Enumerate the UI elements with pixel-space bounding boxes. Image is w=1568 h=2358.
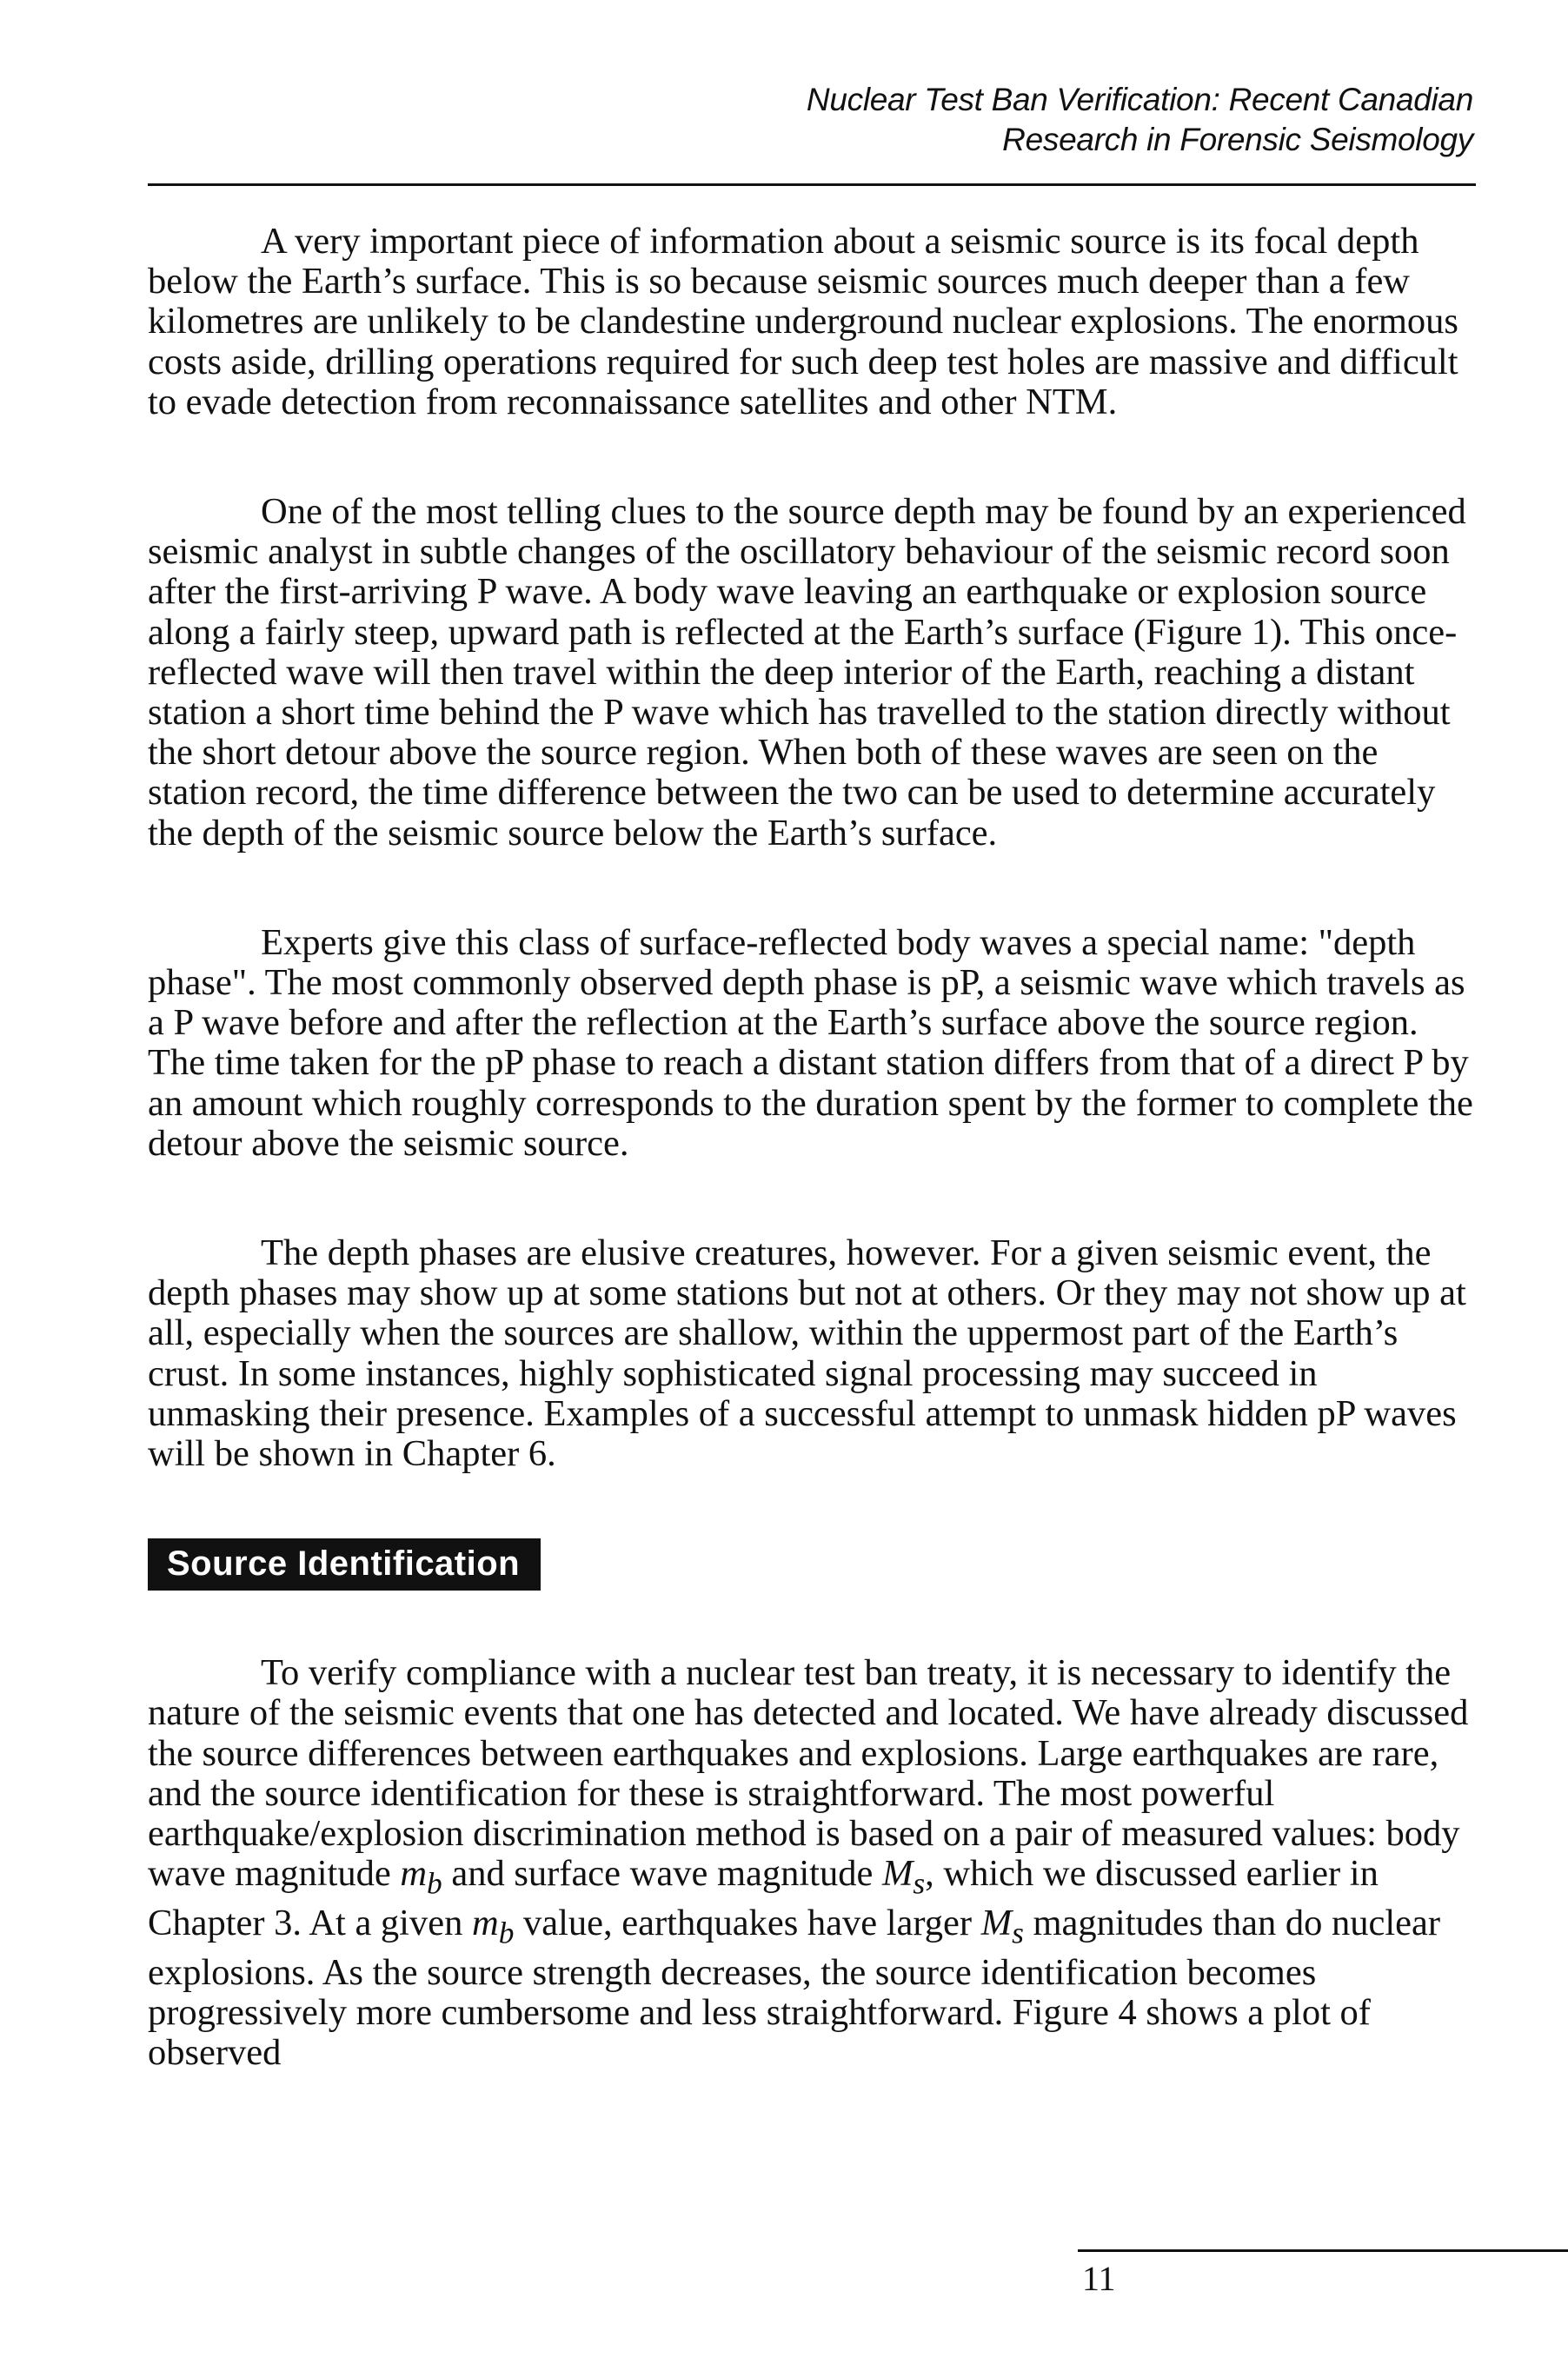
paragraph-depth-phase: Experts give this class of surface-reflected body waves a special name: "depth phase". The most commonly observed depth phase is pP, a seismic wave which travels as a P wave before and after the reflection at the Earth’s surface above the source region. The time taken for the pP phase to reach a distant station differs from that of a direct P by an amount which roughly corresponds to the duration spent by the former to complete the detour above the seismic source.	[148, 921, 1473, 1164]
header-rule	[148, 183, 1476, 186]
text-segment: magnitudes than do nuclear explosions. As the source strength decreases, the source identification becomes progressively more cumbersome and less straightforward. Figure 4 shows a plot of observed	[148, 1903, 1441, 2074]
paragraph-elusive-phases: The depth phases are elusive creatures, however. For a given seismic event, the depth phases may show up at some stations but not at others. Or they may not show up at all, especially when the sources are shallow, within the uppermost part of the Earth’s crust. In some instances, highly sophisticated signal processing may succeed in unmasking their presence. Examples of a successful attempt to unmask hidden pP waves will be shown in Chapter 6.	[148, 1232, 1466, 1475]
paragraph-focal-depth: A very important piece of information about a seismic source is its focal depth below the Earth’s surface. This is so because seismic sources much deeper than a few kilometres are unlikely to be clandestine underground nuclear explosions. The enormous costs aside, drilling operations required for such deep test holes are massive and difficult to evade detection from reconnaissance satellites and other NTM.	[148, 221, 1458, 422]
ms-symbol: $M_s$	[881, 1853, 926, 1901]
mb-symbol: $m_b$	[471, 1903, 515, 1950]
page-number: 11	[1082, 2259, 1116, 2298]
section-heading: Source Identification	[148, 1538, 541, 1591]
text-segment: To verify compliance with a nuclear test ban treaty, it is necessary to identify the nature of the seismic events that one has detected and located. We have already discussed the source differences between earthquakes and explosions. Large earthquakes are rare, and the source identification for these is straightforward. The most powerful earthquake/explosion discrimination method is based on a pair of measured values: body wave magnitude	[148, 1652, 1469, 1895]
mb-symbol: $m_b$	[400, 1853, 442, 1901]
running-header-line-2: Research in Forensic Seismology	[1002, 122, 1473, 157]
body-text	[148, 222, 1476, 2073]
running-header-line-1: Nuclear Test Ban Verification: Recent Canadian	[806, 82, 1473, 117]
paragraph-source-identification	[148, 1653, 1476, 2073]
ms-symbol: $M_s$	[980, 1903, 1024, 1950]
text-segment: and surface wave magnitude	[442, 1853, 882, 1895]
footer-rule	[1078, 2249, 1568, 2252]
text-segment: value, earthquakes have larger	[514, 1903, 981, 1943]
text-segment: , which we discussed earlier in Chapter 3. At a given	[148, 1853, 1379, 1943]
paragraph-depth-clues: One of the most telling clues to the source depth may be found by an experienced seismic analyst in subtle changes of the oscillatory behaviour of the seismic record soon after the first-arriving P wave. A body wave leaving an earthquake or explosion source along a fairly steep, upward path is reflected at the Earth’s surface (Figure 1). This once-reflected wave will then travel within the deep interior of the Earth, reaching a distant station a short time behind the P wave which has travelled to the station directly without the short detour above the source region. When both of these waves are seen on the station record, the time difference between the two can be used to determine accurately the depth of the seismic source below the Earth’s surface.	[148, 491, 1466, 854]
running-header	[807, 80, 1473, 160]
